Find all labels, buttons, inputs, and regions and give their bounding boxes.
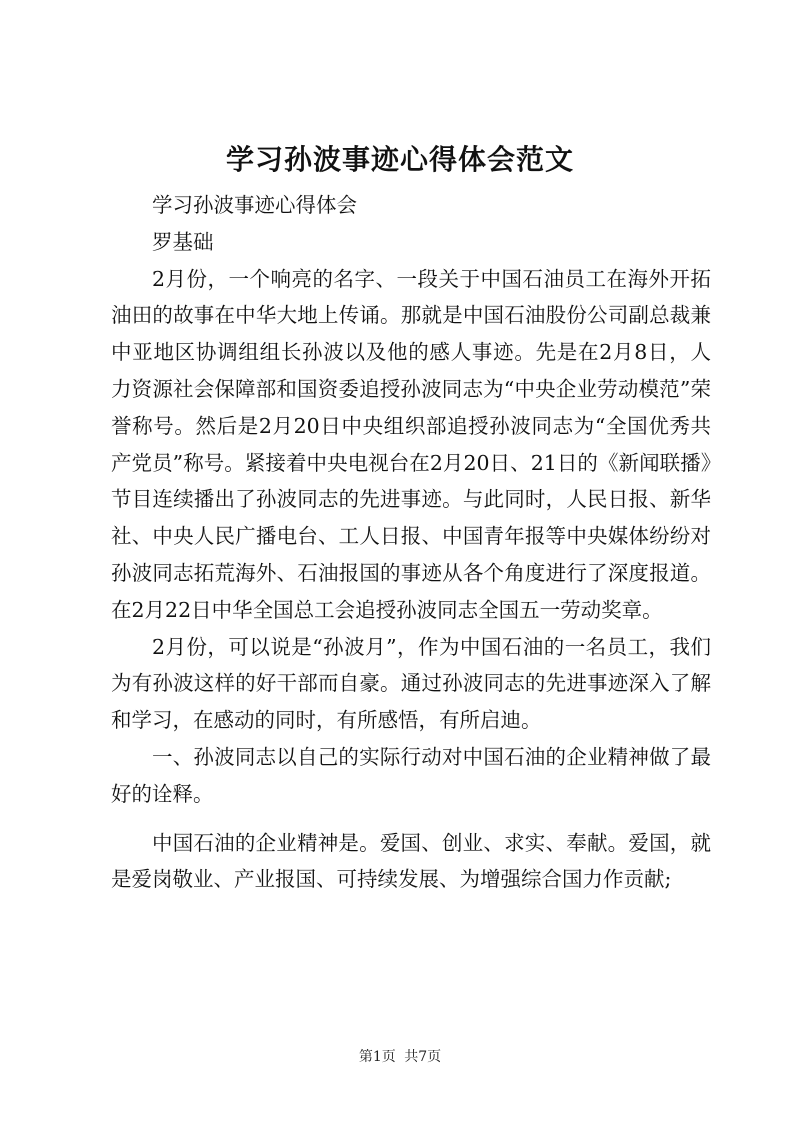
author-paragraph: 罗基础 [152,229,214,254]
body-paragraph: 中国石油的企业精神是。爱国、创业、求实、奉献。爱国，就是爱岗敬业、产业报国、可持续发展、为增强综合国力作贡献; [111,830,711,892]
document-body [111,187,711,898]
subtitle-paragraph: 学习孙波事迹心得体会 [152,193,357,217]
page-total: 共7页 [404,1049,442,1065]
section-heading-paragraph: 一、孙波同志以自己的实际行动对中国石油的企业精神做了最好的诠释。 [111,744,711,806]
page-footer [0,1047,800,1067]
page-number: 第1页 [358,1049,396,1065]
body-paragraph: 2月份，可以说是“孙波月”，作为中国石油的一名员工，我们为有孙波这样的好干部而自豪。通过孙波同志的先进事迹深入了解和学习，在感动的同时，有所感悟，有所启迪。 [111,634,711,733]
body-paragraph: 2月份，一个响亮的名字、一段关于中国石油员工在海外开拓油田的故事在中华大地上传诵。那就是中国石油股份公司副总裁兼中亚地区协调组组长孙波以及他的感人事迹。先是在2月8日，人力资源社会保障部和国资委追授孙波同志为“中央企业劳动模范”荣誉称号。然后是2月20日中央组织部追授孙波同志为“全国优秀共产党员”称号。紧接着中央电视台在2月20日、21日的《新闻联播》节目连续播出了孙波同志的先进事迹。与此同时，人民日报、新华社、中央人民广播电台、工人日报、中国青年报等中央媒体纷纷对孙波同志拓荒海外、石油报国的事迹从各个角度进行了深度报道。在2月22日中华全国总工会追授孙波同志全国五一劳动奖章。 [111,266,711,622]
document-title: 学习孙波事迹心得体会范文 [225,143,574,176]
